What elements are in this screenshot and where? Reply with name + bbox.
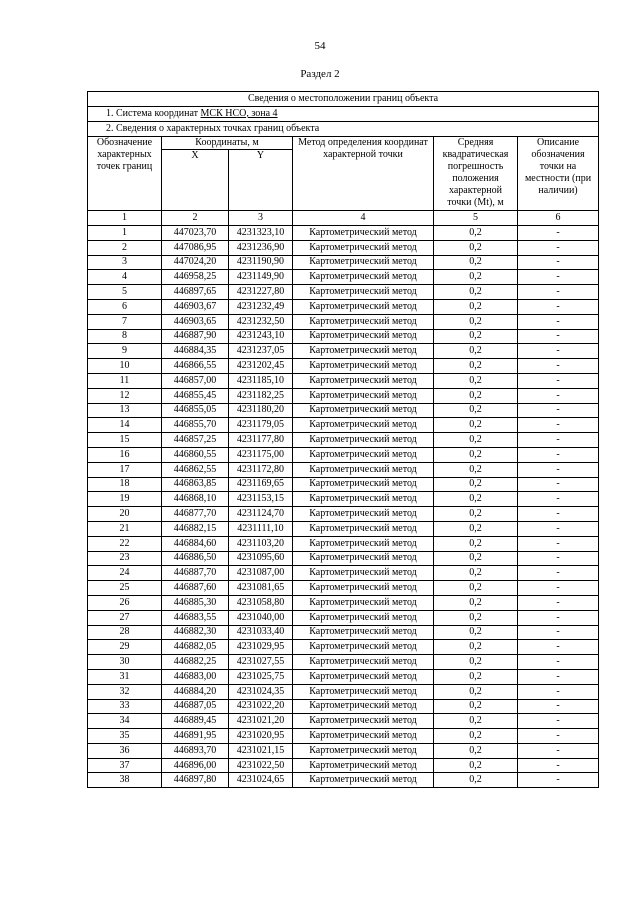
table-row bbox=[88, 240, 599, 255]
cell-coord-x: 446882,15 bbox=[162, 521, 229, 536]
column-number: 2 bbox=[162, 211, 229, 226]
cell-method: Картометрический метод bbox=[293, 299, 434, 314]
cell-coord-x: 446896,00 bbox=[162, 758, 229, 773]
column-number: 4 bbox=[293, 211, 434, 226]
coord-system-name: МСК НСО, зона 4 bbox=[200, 108, 278, 119]
cell-coord-y: 4231024,65 bbox=[229, 773, 293, 788]
cell-point-number: 15 bbox=[88, 433, 162, 448]
table-title-row bbox=[88, 92, 599, 107]
cell-description: - bbox=[518, 418, 599, 433]
cell-coord-x: 447024,20 bbox=[162, 255, 229, 270]
cell-coord-x: 446863,85 bbox=[162, 477, 229, 492]
cell-method: Картометрический метод bbox=[293, 285, 434, 300]
cell-point-number: 31 bbox=[88, 669, 162, 684]
cell-accuracy: 0,2 bbox=[434, 477, 518, 492]
cell-point-number: 7 bbox=[88, 314, 162, 329]
table-row bbox=[88, 492, 599, 507]
table-row bbox=[88, 418, 599, 433]
cell-method: Картометрический метод bbox=[293, 566, 434, 581]
cell-coord-x: 446883,00 bbox=[162, 669, 229, 684]
cell-coord-y: 4231022,20 bbox=[229, 699, 293, 714]
cell-accuracy: 0,2 bbox=[434, 684, 518, 699]
cell-description: - bbox=[518, 595, 599, 610]
cell-accuracy: 0,2 bbox=[434, 699, 518, 714]
cell-point-number: 3 bbox=[88, 255, 162, 270]
cell-method: Картометрический метод bbox=[293, 373, 434, 388]
cell-method: Картометрический метод bbox=[293, 492, 434, 507]
cell-coord-x: 446903,65 bbox=[162, 314, 229, 329]
cell-point-number: 14 bbox=[88, 418, 162, 433]
cell-method: Картометрический метод bbox=[293, 521, 434, 536]
cell-description: - bbox=[518, 655, 599, 670]
cell-accuracy: 0,2 bbox=[434, 373, 518, 388]
cell-coord-y: 4231179,05 bbox=[229, 418, 293, 433]
cell-accuracy: 0,2 bbox=[434, 521, 518, 536]
cell-coord-x: 446855,45 bbox=[162, 388, 229, 403]
table-row bbox=[88, 640, 599, 655]
cell-coord-x: 446887,05 bbox=[162, 699, 229, 714]
cell-accuracy: 0,2 bbox=[434, 388, 518, 403]
cell-coord-x: 446889,45 bbox=[162, 714, 229, 729]
cell-method: Картометрический метод bbox=[293, 344, 434, 359]
cell-method: Картометрический метод bbox=[293, 359, 434, 374]
cell-description: - bbox=[518, 521, 599, 536]
cell-accuracy: 0,2 bbox=[434, 314, 518, 329]
cell-coord-x: 446897,80 bbox=[162, 773, 229, 788]
cell-description: - bbox=[518, 240, 599, 255]
cell-point-number: 22 bbox=[88, 536, 162, 551]
cell-point-number: 26 bbox=[88, 595, 162, 610]
cell-accuracy: 0,2 bbox=[434, 566, 518, 581]
cell-point-number: 29 bbox=[88, 640, 162, 655]
cell-coord-x: 446884,20 bbox=[162, 684, 229, 699]
cell-point-number: 25 bbox=[88, 581, 162, 596]
table-row bbox=[88, 285, 599, 300]
cell-point-number: 16 bbox=[88, 447, 162, 462]
cell-description: - bbox=[518, 255, 599, 270]
cell-description: - bbox=[518, 758, 599, 773]
cell-description: - bbox=[518, 373, 599, 388]
cell-coord-y: 4231022,50 bbox=[229, 758, 293, 773]
cell-point-number: 17 bbox=[88, 462, 162, 477]
points-info-row bbox=[88, 122, 599, 137]
cell-coord-x: 446877,70 bbox=[162, 507, 229, 522]
cell-accuracy: 0,2 bbox=[434, 447, 518, 462]
cell-method: Картометрический метод bbox=[293, 581, 434, 596]
cell-description: - bbox=[518, 610, 599, 625]
cell-point-number: 35 bbox=[88, 729, 162, 744]
cell-coord-x: 446882,30 bbox=[162, 625, 229, 640]
cell-point-number: 10 bbox=[88, 359, 162, 374]
cell-method: Картометрический метод bbox=[293, 477, 434, 492]
cell-description: - bbox=[518, 462, 599, 477]
cell-method: Картометрический метод bbox=[293, 625, 434, 640]
table-row bbox=[88, 344, 599, 359]
cell-point-number: 20 bbox=[88, 507, 162, 522]
cell-coord-y: 4231103,20 bbox=[229, 536, 293, 551]
cell-coord-y: 4231227,80 bbox=[229, 285, 293, 300]
cell-accuracy: 0,2 bbox=[434, 299, 518, 314]
cell-coord-x: 446885,30 bbox=[162, 595, 229, 610]
cell-point-number: 19 bbox=[88, 492, 162, 507]
cell-coord-y: 4231202,45 bbox=[229, 359, 293, 374]
cell-description: - bbox=[518, 536, 599, 551]
cell-coord-y: 4231185,10 bbox=[229, 373, 293, 388]
cell-coord-x: 446857,25 bbox=[162, 433, 229, 448]
cell-description: - bbox=[518, 551, 599, 566]
cell-point-number: 11 bbox=[88, 373, 162, 388]
cell-coord-y: 4231081,65 bbox=[229, 581, 293, 596]
header-x: X bbox=[162, 150, 229, 211]
cell-description: - bbox=[518, 507, 599, 522]
cell-coord-y: 4231175,00 bbox=[229, 447, 293, 462]
header-accuracy: Средняя квадратическая погрешность положения характерной точки (Mt), м bbox=[434, 137, 518, 211]
cell-description: - bbox=[518, 359, 599, 374]
table-row bbox=[88, 536, 599, 551]
cell-description: - bbox=[518, 773, 599, 788]
cell-accuracy: 0,2 bbox=[434, 255, 518, 270]
table-row bbox=[88, 699, 599, 714]
cell-coord-y: 4231025,75 bbox=[229, 669, 293, 684]
cell-coord-y: 4231029,95 bbox=[229, 640, 293, 655]
cell-description: - bbox=[518, 314, 599, 329]
cell-accuracy: 0,2 bbox=[434, 536, 518, 551]
table-row bbox=[88, 226, 599, 241]
cell-accuracy: 0,2 bbox=[434, 433, 518, 448]
cell-accuracy: 0,2 bbox=[434, 743, 518, 758]
cell-point-number: 6 bbox=[88, 299, 162, 314]
cell-coord-y: 4231058,80 bbox=[229, 595, 293, 610]
cell-accuracy: 0,2 bbox=[434, 714, 518, 729]
cell-description: - bbox=[518, 226, 599, 241]
cell-point-number: 30 bbox=[88, 655, 162, 670]
cell-method: Картометрический метод bbox=[293, 551, 434, 566]
table-row bbox=[88, 684, 599, 699]
table-row bbox=[88, 270, 599, 285]
table-row bbox=[88, 743, 599, 758]
table-row bbox=[88, 595, 599, 610]
table-row bbox=[88, 314, 599, 329]
table-row bbox=[88, 729, 599, 744]
cell-accuracy: 0,2 bbox=[434, 462, 518, 477]
cell-point-number: 34 bbox=[88, 714, 162, 729]
cell-description: - bbox=[518, 729, 599, 744]
cell-method: Картометрический метод bbox=[293, 403, 434, 418]
cell-method: Картометрический метод bbox=[293, 507, 434, 522]
cell-accuracy: 0,2 bbox=[434, 240, 518, 255]
cell-coord-y: 4231087,00 bbox=[229, 566, 293, 581]
cell-method: Картометрический метод bbox=[293, 773, 434, 788]
cell-point-number: 33 bbox=[88, 699, 162, 714]
table-row bbox=[88, 388, 599, 403]
table-row bbox=[88, 477, 599, 492]
cell-coord-y: 4231232,49 bbox=[229, 299, 293, 314]
cell-point-number: 5 bbox=[88, 285, 162, 300]
cell-coord-x: 447023,70 bbox=[162, 226, 229, 241]
cell-description: - bbox=[518, 684, 599, 699]
cell-coord-y: 4231177,80 bbox=[229, 433, 293, 448]
table-row bbox=[88, 359, 599, 374]
cell-accuracy: 0,2 bbox=[434, 359, 518, 374]
cell-accuracy: 0,2 bbox=[434, 551, 518, 566]
cell-accuracy: 0,2 bbox=[434, 625, 518, 640]
cell-coord-y: 4231182,25 bbox=[229, 388, 293, 403]
cell-coord-x: 446862,55 bbox=[162, 462, 229, 477]
cell-coord-y: 4231024,35 bbox=[229, 684, 293, 699]
cell-accuracy: 0,2 bbox=[434, 226, 518, 241]
cell-method: Картометрический метод bbox=[293, 714, 434, 729]
cell-coord-y: 4231236,90 bbox=[229, 240, 293, 255]
cell-coord-y: 4231095,60 bbox=[229, 551, 293, 566]
cell-coord-y: 4231111,10 bbox=[229, 521, 293, 536]
cell-accuracy: 0,2 bbox=[434, 595, 518, 610]
cell-description: - bbox=[518, 433, 599, 448]
cell-accuracy: 0,2 bbox=[434, 418, 518, 433]
cell-accuracy: 0,2 bbox=[434, 270, 518, 285]
cell-coord-x: 446883,55 bbox=[162, 610, 229, 625]
header-y: Y bbox=[229, 150, 293, 211]
cell-coord-y: 4231021,15 bbox=[229, 743, 293, 758]
cell-point-number: 12 bbox=[88, 388, 162, 403]
cell-accuracy: 0,2 bbox=[434, 655, 518, 670]
cell-point-number: 38 bbox=[88, 773, 162, 788]
header-description: Описание обозначения точки на местности (при наличии) bbox=[518, 137, 599, 211]
table-title: Сведения о местоположении границ объекта bbox=[88, 92, 599, 107]
cell-coord-x: 446860,55 bbox=[162, 447, 229, 462]
cell-coord-y: 4231021,20 bbox=[229, 714, 293, 729]
cell-coord-y: 4231232,50 bbox=[229, 314, 293, 329]
table-row bbox=[88, 255, 599, 270]
cell-method: Картометрический метод bbox=[293, 388, 434, 403]
cell-method: Картометрический метод bbox=[293, 729, 434, 744]
cell-coord-x: 446887,60 bbox=[162, 581, 229, 596]
cell-coord-x: 446868,10 bbox=[162, 492, 229, 507]
cell-accuracy: 0,2 bbox=[434, 344, 518, 359]
table-row bbox=[88, 655, 599, 670]
cell-coord-y: 4231020,95 bbox=[229, 729, 293, 744]
cell-method: Картометрический метод bbox=[293, 418, 434, 433]
cell-method: Картометрический метод bbox=[293, 226, 434, 241]
table-row bbox=[88, 566, 599, 581]
cell-point-number: 36 bbox=[88, 743, 162, 758]
cell-coord-y: 4231124,70 bbox=[229, 507, 293, 522]
cell-coord-x: 447086,95 bbox=[162, 240, 229, 255]
cell-coord-x: 446866,55 bbox=[162, 359, 229, 374]
table-row bbox=[88, 299, 599, 314]
cell-accuracy: 0,2 bbox=[434, 669, 518, 684]
cell-method: Картометрический метод bbox=[293, 595, 434, 610]
header-designation: Обозначение характерных точек границ bbox=[88, 137, 162, 211]
cell-description: - bbox=[518, 270, 599, 285]
cell-accuracy: 0,2 bbox=[434, 729, 518, 744]
cell-coord-x: 446891,95 bbox=[162, 729, 229, 744]
table-row bbox=[88, 433, 599, 448]
cell-method: Картометрический метод bbox=[293, 314, 434, 329]
cell-accuracy: 0,2 bbox=[434, 285, 518, 300]
column-number: 1 bbox=[88, 211, 162, 226]
points-info: 2. Сведения о характерных точках границ объекта bbox=[88, 122, 599, 137]
coord-system-row bbox=[88, 107, 599, 122]
cell-description: - bbox=[518, 299, 599, 314]
cell-coord-y: 4231243,10 bbox=[229, 329, 293, 344]
table-row bbox=[88, 773, 599, 788]
cell-coord-y: 4231027,55 bbox=[229, 655, 293, 670]
cell-coord-x: 446857,00 bbox=[162, 373, 229, 388]
cell-description: - bbox=[518, 388, 599, 403]
table-row bbox=[88, 447, 599, 462]
cell-point-number: 2 bbox=[88, 240, 162, 255]
cell-method: Картометрический метод bbox=[293, 462, 434, 477]
cell-coord-y: 4231323,10 bbox=[229, 226, 293, 241]
cell-coord-x: 446958,25 bbox=[162, 270, 229, 285]
cell-coord-y: 4231190,90 bbox=[229, 255, 293, 270]
cell-description: - bbox=[518, 625, 599, 640]
section-title: Раздел 2 bbox=[300, 68, 340, 80]
cell-point-number: 21 bbox=[88, 521, 162, 536]
table-row bbox=[88, 581, 599, 596]
cell-coord-x: 446887,70 bbox=[162, 566, 229, 581]
header-method: Метод определения координат характерной точки bbox=[293, 137, 434, 211]
cell-accuracy: 0,2 bbox=[434, 403, 518, 418]
cell-method: Картометрический метод bbox=[293, 758, 434, 773]
cell-method: Картометрический метод bbox=[293, 699, 434, 714]
cell-method: Картометрический метод bbox=[293, 640, 434, 655]
cell-coord-y: 4231033,40 bbox=[229, 625, 293, 640]
cell-coord-x: 446886,50 bbox=[162, 551, 229, 566]
column-number: 3 bbox=[229, 211, 293, 226]
cell-point-number: 32 bbox=[88, 684, 162, 699]
coord-system-label: 1. Система координат bbox=[106, 108, 201, 119]
table-row bbox=[88, 610, 599, 625]
header-coordinates: Координаты, м bbox=[162, 137, 293, 150]
cell-coord-y: 4231172,80 bbox=[229, 462, 293, 477]
cell-method: Картометрический метод bbox=[293, 536, 434, 551]
cell-description: - bbox=[518, 699, 599, 714]
cell-point-number: 1 bbox=[88, 226, 162, 241]
cell-coord-x: 446882,25 bbox=[162, 655, 229, 670]
cell-description: - bbox=[518, 714, 599, 729]
cell-description: - bbox=[518, 743, 599, 758]
cell-method: Картометрический метод bbox=[293, 684, 434, 699]
cell-coord-y: 4231180,20 bbox=[229, 403, 293, 418]
table-row bbox=[88, 507, 599, 522]
cell-description: - bbox=[518, 581, 599, 596]
boundary-points-table bbox=[87, 91, 599, 788]
cell-point-number: 13 bbox=[88, 403, 162, 418]
table-row bbox=[88, 521, 599, 536]
cell-point-number: 4 bbox=[88, 270, 162, 285]
cell-point-number: 24 bbox=[88, 566, 162, 581]
cell-accuracy: 0,2 bbox=[434, 507, 518, 522]
cell-description: - bbox=[518, 447, 599, 462]
cell-method: Картометрический метод bbox=[293, 655, 434, 670]
cell-accuracy: 0,2 bbox=[434, 610, 518, 625]
cell-coord-x: 446887,90 bbox=[162, 329, 229, 344]
cell-method: Картометрический метод bbox=[293, 447, 434, 462]
cell-coord-x: 446855,05 bbox=[162, 403, 229, 418]
column-number-row bbox=[88, 211, 599, 226]
cell-coord-y: 4231153,15 bbox=[229, 492, 293, 507]
table-row bbox=[88, 329, 599, 344]
cell-coord-y: 4231169,65 bbox=[229, 477, 293, 492]
column-number: 5 bbox=[434, 211, 518, 226]
cell-method: Картометрический метод bbox=[293, 270, 434, 285]
cell-method: Картометрический метод bbox=[293, 240, 434, 255]
cell-method: Картометрический метод bbox=[293, 743, 434, 758]
cell-method: Картометрический метод bbox=[293, 610, 434, 625]
cell-method: Картометрический метод bbox=[293, 433, 434, 448]
cell-description: - bbox=[518, 566, 599, 581]
cell-description: - bbox=[518, 492, 599, 507]
cell-coord-x: 446897,65 bbox=[162, 285, 229, 300]
cell-coord-x: 446855,70 bbox=[162, 418, 229, 433]
cell-description: - bbox=[518, 329, 599, 344]
cell-coord-y: 4231149,90 bbox=[229, 270, 293, 285]
cell-method: Картометрический метод bbox=[293, 255, 434, 270]
cell-description: - bbox=[518, 285, 599, 300]
coord-system-cell bbox=[88, 107, 599, 122]
cell-coord-x: 446882,05 bbox=[162, 640, 229, 655]
cell-description: - bbox=[518, 640, 599, 655]
cell-point-number: 8 bbox=[88, 329, 162, 344]
cell-point-number: 18 bbox=[88, 477, 162, 492]
cell-accuracy: 0,2 bbox=[434, 773, 518, 788]
table-row bbox=[88, 758, 599, 773]
cell-method: Картометрический метод bbox=[293, 329, 434, 344]
cell-point-number: 23 bbox=[88, 551, 162, 566]
cell-description: - bbox=[518, 344, 599, 359]
table-row bbox=[88, 669, 599, 684]
cell-coord-x: 446884,35 bbox=[162, 344, 229, 359]
cell-coord-x: 446903,67 bbox=[162, 299, 229, 314]
cell-accuracy: 0,2 bbox=[434, 640, 518, 655]
table-row bbox=[88, 462, 599, 477]
table-row bbox=[88, 714, 599, 729]
cell-accuracy: 0,2 bbox=[434, 492, 518, 507]
cell-accuracy: 0,2 bbox=[434, 581, 518, 596]
page-number: 54 bbox=[314, 40, 326, 52]
cell-coord-y: 4231040,00 bbox=[229, 610, 293, 625]
cell-coord-x: 446893,70 bbox=[162, 743, 229, 758]
cell-point-number: 37 bbox=[88, 758, 162, 773]
cell-method: Картометрический метод bbox=[293, 669, 434, 684]
table-row bbox=[88, 403, 599, 418]
table-row bbox=[88, 551, 599, 566]
header-row-1 bbox=[88, 137, 599, 150]
cell-point-number: 28 bbox=[88, 625, 162, 640]
cell-accuracy: 0,2 bbox=[434, 329, 518, 344]
table-row bbox=[88, 625, 599, 640]
cell-point-number: 27 bbox=[88, 610, 162, 625]
cell-coord-y: 4231237,05 bbox=[229, 344, 293, 359]
cell-description: - bbox=[518, 669, 599, 684]
cell-accuracy: 0,2 bbox=[434, 758, 518, 773]
cell-point-number: 9 bbox=[88, 344, 162, 359]
cell-coord-x: 446884,60 bbox=[162, 536, 229, 551]
table-row bbox=[88, 373, 599, 388]
column-number: 6 bbox=[518, 211, 599, 226]
cell-description: - bbox=[518, 477, 599, 492]
cell-description: - bbox=[518, 403, 599, 418]
